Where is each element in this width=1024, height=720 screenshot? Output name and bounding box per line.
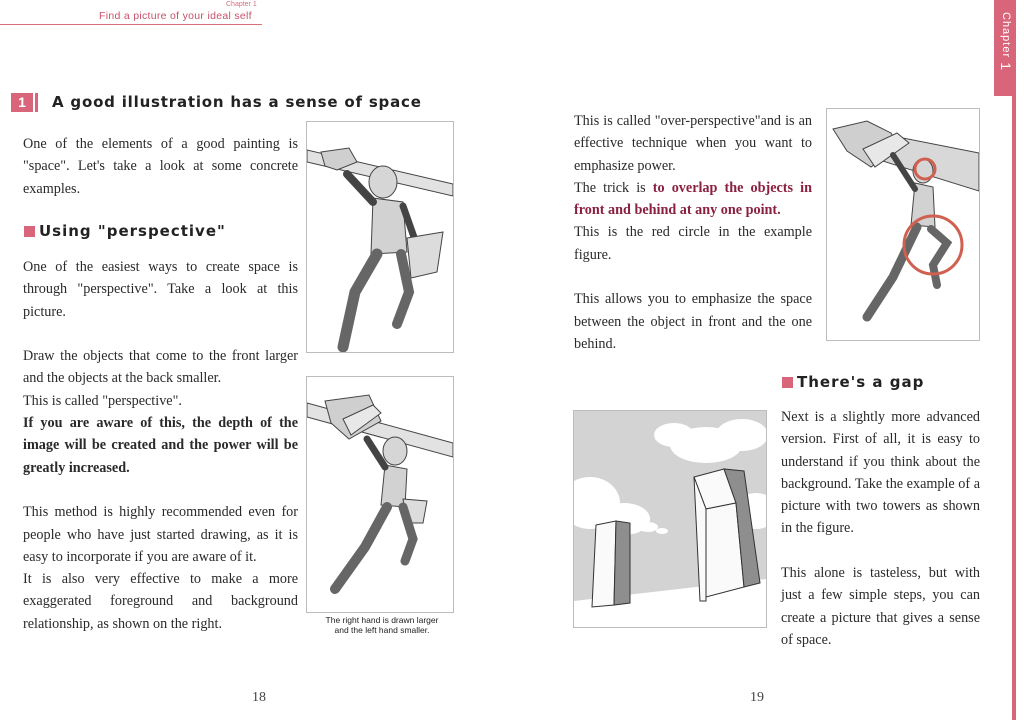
figure-caption: The right hand is drawn larger and the left hand smaller. [325, 615, 439, 635]
section-title: A good illustration has a sense of space [52, 93, 422, 111]
left-intro: One of the elements of a good painting is "space". Let's take a look at some concrete examples. [23, 136, 298, 197]
figure-perspective-2 [306, 376, 454, 613]
figure-overlap-illustration [827, 109, 979, 340]
chapter-tab-label: Chapter 1 [998, 12, 1014, 71]
right-upper-body: This is called "over-perspective"and is an effective technique when you want to emphasize power. The trick is to overlap the objects in front and behind at any one point. This is the red circle in the example figure. This allows you to emphasize the space between the object in front and the one behind. [574, 113, 812, 352]
figure-two-towers [573, 410, 767, 628]
figure-character-sword-illustration [307, 122, 453, 352]
section-number-badge: 1 [11, 93, 33, 112]
left-subheading: Using "perspective" [24, 222, 226, 240]
right-lower-body: Next is a slightly more advanced version. First of all, it is easy to understand if you think about the background. Take the example of a picture with two towers as shown in the figure. This alone is tasteless, but with just a few simple steps, you can create a picture that gives a sense of space. [781, 409, 980, 648]
right-subheading: There's a gap [782, 373, 924, 391]
emphasis-overlap: to overlap the objects in front and behind at any one point. [574, 179, 812, 219]
section-number-bar [35, 93, 38, 112]
left-body: One of the easiest ways to create space is through "perspective". Take a look at this picture. Draw the objects that come to the front larger and the objects at the back smaller. This is called "perspective". If you are aware of this, the depth of the image will be created and the power will be greatly increased. This method is highly recommended even for people who have just started drawing, as it is easy to incorporate if you are aware of it. It is also very effective to make a more exaggerated foreground and background relationship, as shown on the right. [23, 259, 298, 632]
figure-character-exaggerated-illustration [307, 377, 453, 612]
subheading-square-icon [24, 226, 35, 237]
header-title: Find a picture of your ideal self [99, 10, 252, 22]
page-number-right: 19 [750, 690, 764, 705]
header-rule [0, 24, 262, 25]
header-chapter-label: Chapter 1 [226, 1, 257, 8]
figure-perspective-1 [306, 121, 454, 353]
chapter-edge-strip [1012, 96, 1016, 720]
figure-towers-illustration [574, 411, 766, 627]
subheading-square-icon [782, 377, 793, 388]
page-number-left: 18 [252, 690, 266, 705]
figure-over-perspective [826, 108, 980, 341]
